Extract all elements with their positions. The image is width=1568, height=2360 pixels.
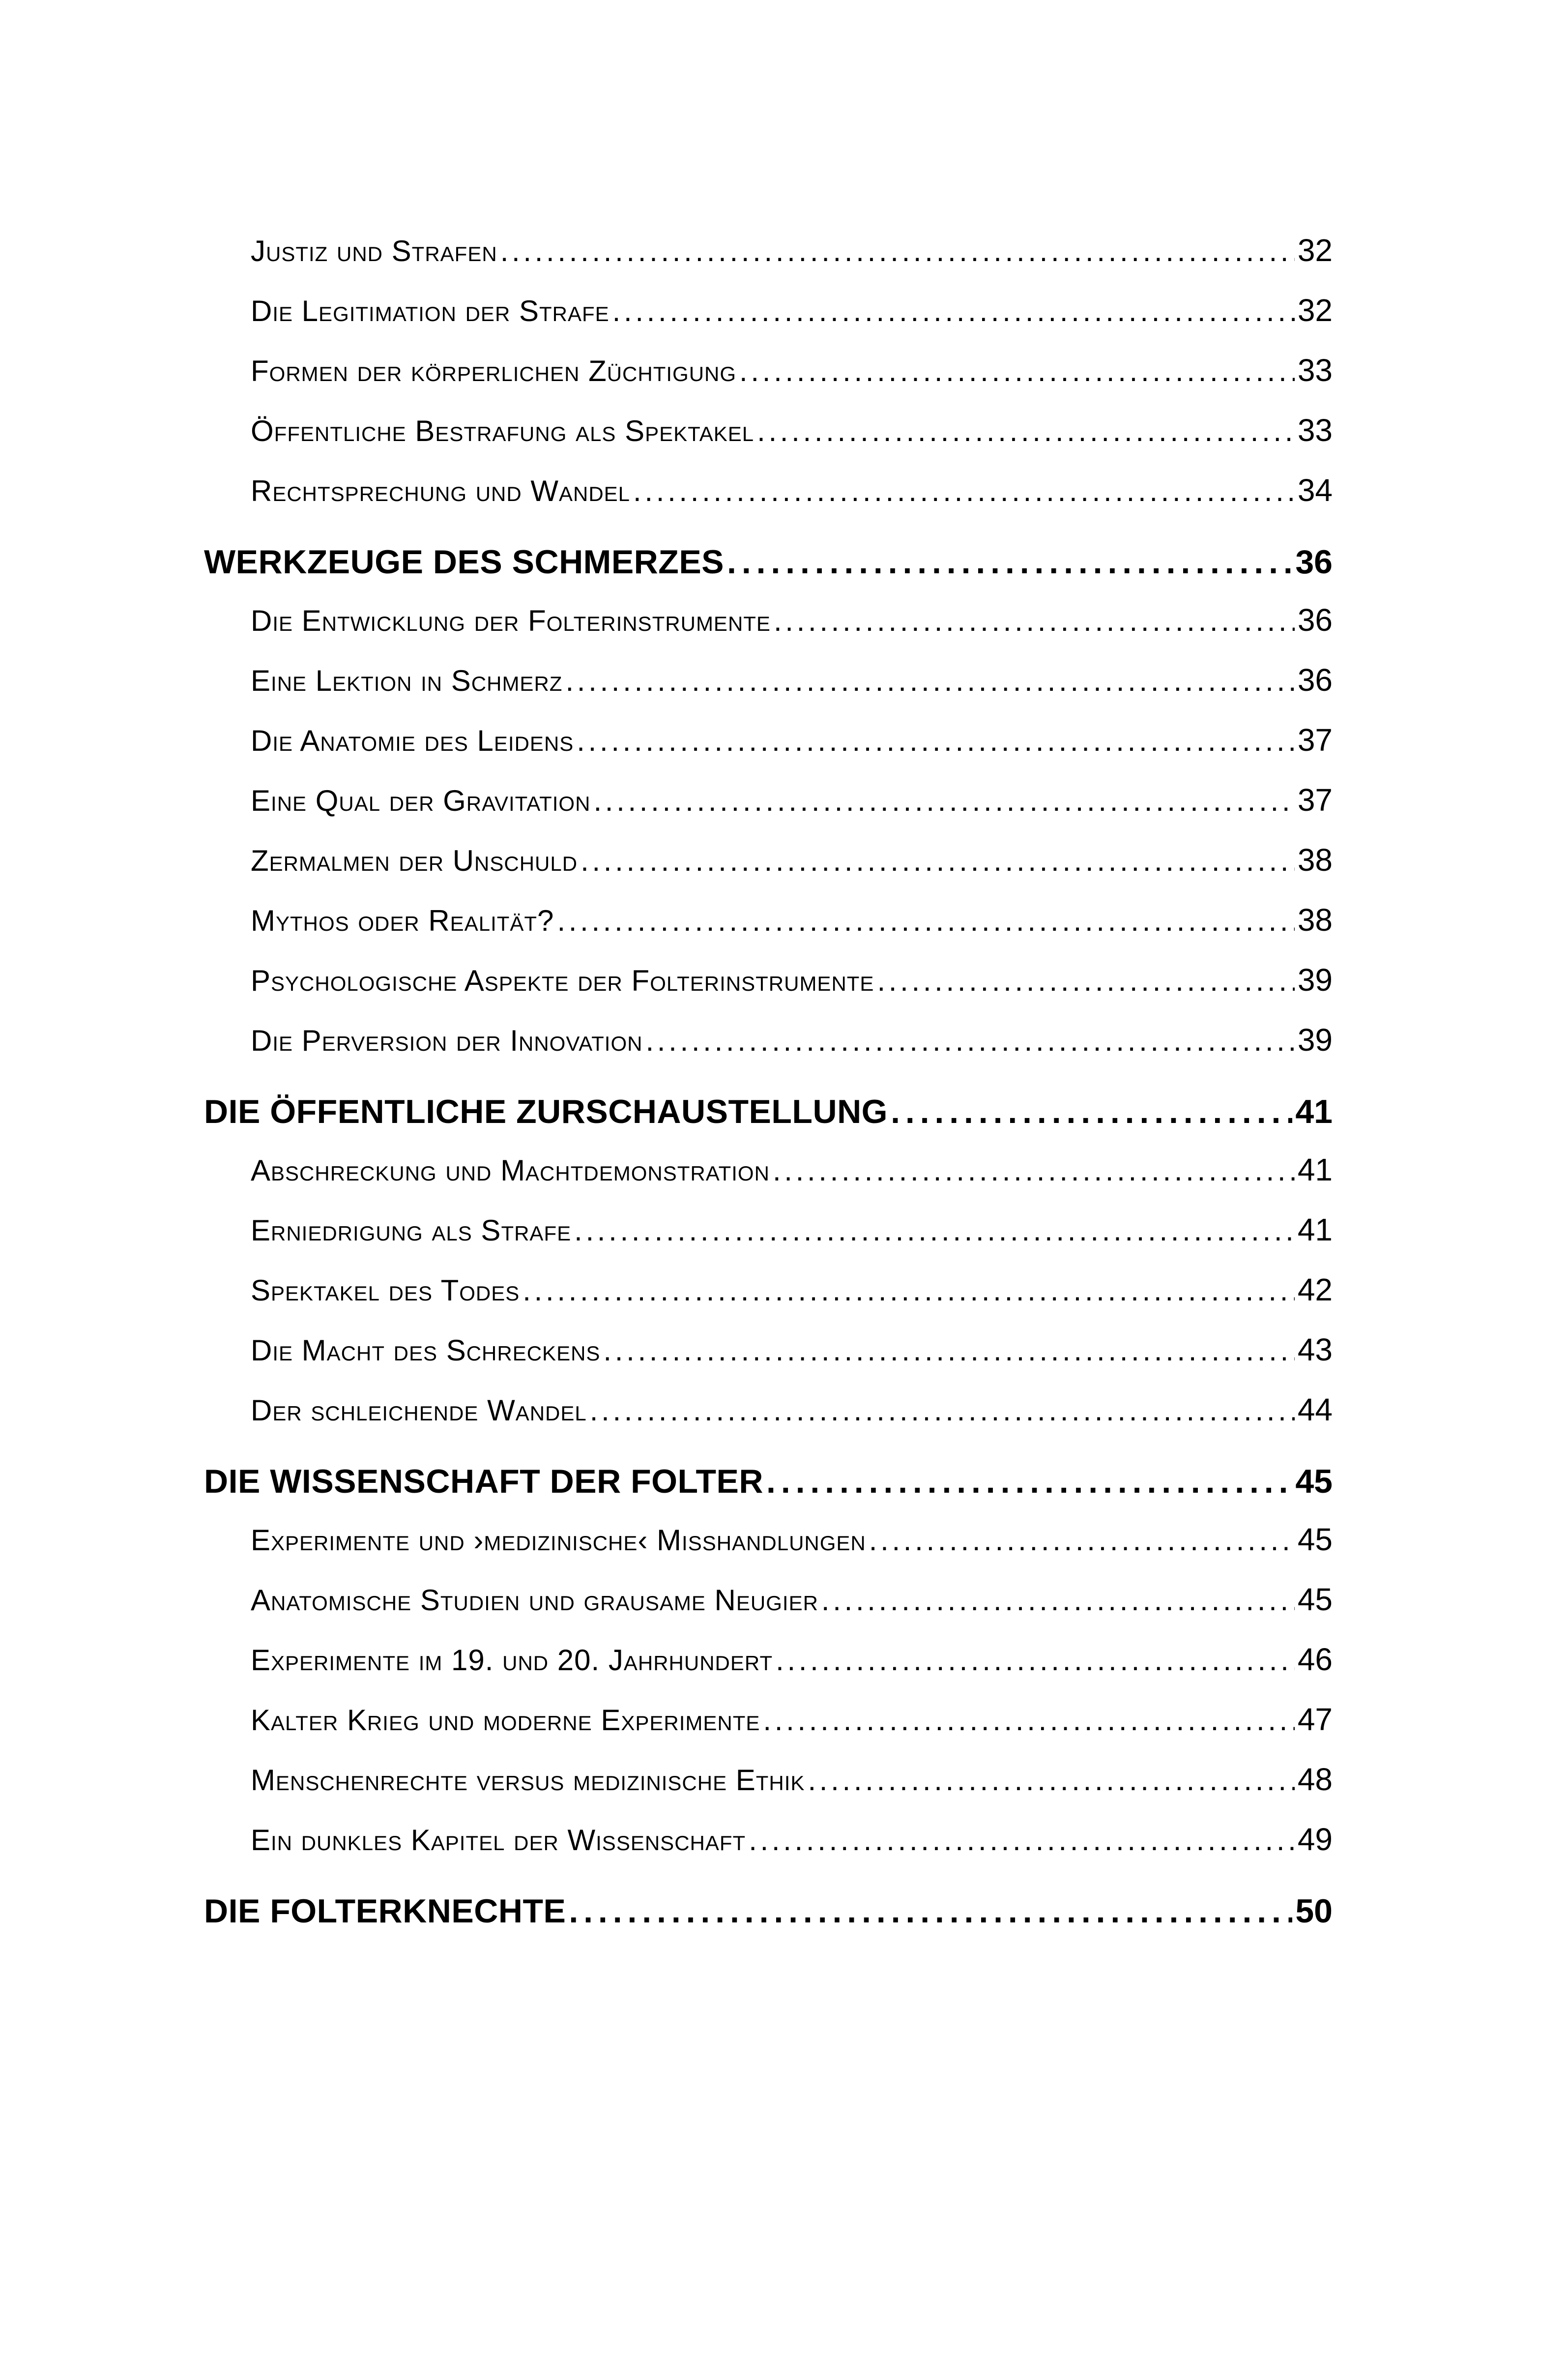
toc-entry-title: Kalter Krieg und moderne Experimente	[251, 1704, 760, 1737]
toc-page-number: 47	[1297, 1702, 1333, 1737]
toc-dot-leader	[581, 844, 1295, 878]
toc-page-number: 42	[1297, 1272, 1333, 1307]
toc-section-entry[interactable]	[204, 472, 1333, 532]
toc-chapter-entry[interactable]	[204, 1092, 1333, 1151]
toc-page-number: 34	[1297, 472, 1333, 508]
toc-section-entry[interactable]	[204, 1641, 1333, 1701]
toc-dot-leader	[569, 1892, 1292, 1930]
toc-entry-title: DIE ÖFFENTLICHE ZURSCHAUSTELLUNG	[204, 1093, 888, 1130]
toc-dot-leader	[574, 1213, 1295, 1247]
toc-page-number: 36	[1297, 602, 1333, 638]
toc-section-entry[interactable]	[204, 842, 1333, 902]
toc-dot-leader	[808, 1763, 1294, 1797]
toc-entry-title: Spektakel des Todes	[251, 1274, 520, 1307]
toc-entry-title: Justiz und Strafen	[251, 235, 497, 267]
toc-dot-leader	[727, 543, 1292, 581]
toc-entry-title: Die Entwicklung der Folterinstrumente	[251, 604, 771, 637]
toc-page-number: 37	[1297, 722, 1333, 758]
toc-page-number: 33	[1297, 413, 1333, 448]
toc-page-number: 45	[1297, 1522, 1333, 1557]
toc-dot-leader	[877, 964, 1294, 998]
toc-dot-leader	[523, 1273, 1295, 1307]
toc-entry-title: Die Macht des Schreckens	[251, 1334, 601, 1367]
toc-entry-title: Die Anatomie des Leidens	[251, 724, 574, 757]
toc-entry-title: Abschreckung und Machtdemonstration	[251, 1154, 770, 1187]
toc-chapter-entry[interactable]	[204, 1892, 1333, 1951]
toc-entry-title: Erniedrigung als Strafe	[251, 1214, 572, 1247]
toc-section-entry[interactable]	[204, 1391, 1333, 1451]
toc-dot-leader	[739, 354, 1295, 388]
toc-entry-title: Zermalmen der Unschuld	[251, 844, 578, 877]
toc-entry-title: Öffentliche Bestrafung als Spektakel	[251, 414, 755, 447]
toc-page-number: 50	[1295, 1892, 1333, 1930]
toc-page-number: 32	[1297, 233, 1333, 268]
toc-section-entry[interactable]	[204, 782, 1333, 842]
toc-section-entry[interactable]	[204, 1821, 1333, 1881]
toc-dot-leader	[577, 724, 1295, 758]
toc-section-entry[interactable]	[204, 1211, 1333, 1271]
toc-page-number: 36	[1297, 662, 1333, 698]
toc-entry-title: Psychologische Aspekte der Folterinstrumente	[251, 964, 874, 997]
toc-dot-leader	[500, 234, 1295, 268]
toc-entry-title: Eine Lektion in Schmerz	[251, 664, 563, 697]
toc-entry-title: Die Legitimation der Strafe	[251, 295, 610, 327]
toc-entry-title: Rechtsprechung und Wandel	[251, 474, 631, 507]
toc-page-number: 38	[1297, 902, 1333, 938]
toc-page-number: 32	[1297, 293, 1333, 328]
toc-page-number: 36	[1295, 543, 1333, 581]
toc-dot-leader	[557, 904, 1294, 938]
toc-entry-title: WERKZEUGE DES SCHMERZES	[204, 543, 725, 581]
toc-entry-title: Ein dunkles Kapitel der Wissenschaft	[251, 1824, 746, 1857]
toc-entry-title: Eine Qual der Gravitation	[251, 784, 591, 817]
toc-entry-title: Experimente im 19. und 20. Jahrhundert	[251, 1644, 773, 1677]
toc-chapter-entry[interactable]	[204, 1462, 1333, 1521]
toc-dot-leader	[757, 414, 1295, 448]
toc-page-number: 48	[1297, 1762, 1333, 1797]
toc-dot-leader	[891, 1092, 1292, 1131]
toc-section-entry[interactable]	[204, 1761, 1333, 1821]
toc-section-entry[interactable]	[204, 352, 1333, 412]
toc-dot-leader	[821, 1583, 1295, 1617]
toc-dot-leader	[763, 1703, 1294, 1737]
toc-section-entry[interactable]	[204, 1701, 1333, 1761]
toc-dot-leader	[603, 1333, 1294, 1367]
toc-section-entry[interactable]	[204, 1581, 1333, 1641]
toc-section-entry[interactable]	[204, 602, 1333, 662]
toc-section-entry[interactable]	[204, 1022, 1333, 1082]
toc-page-number: 33	[1297, 353, 1333, 388]
toc-dot-leader	[766, 1462, 1292, 1501]
toc-entry-title: Formen der körperlichen Züchtigung	[251, 354, 737, 387]
toc-dot-leader	[645, 1024, 1294, 1058]
toc-entry-title: Experimente und ›medizinische‹ Misshandlungen	[251, 1524, 866, 1557]
toc-page-number: 43	[1297, 1332, 1333, 1367]
toc-page-number: 37	[1297, 782, 1333, 818]
toc-section-entry[interactable]	[204, 412, 1333, 472]
toc-page-number: 39	[1297, 1022, 1333, 1058]
toc-section-entry[interactable]	[204, 232, 1333, 292]
toc-page-number: 44	[1297, 1392, 1333, 1427]
toc-dot-leader	[869, 1523, 1295, 1557]
toc-section-entry[interactable]	[204, 902, 1333, 962]
toc-dot-leader	[565, 664, 1294, 698]
toc-section-entry[interactable]	[204, 662, 1333, 722]
toc-page-number: 41	[1297, 1212, 1333, 1247]
toc-page-number: 45	[1295, 1463, 1333, 1500]
toc-page-number: 41	[1297, 1152, 1333, 1187]
toc-entry-title: Der schleichende Wandel	[251, 1394, 587, 1427]
toc-entry-title: Menschenrechte versus medizinische Ethik	[251, 1764, 805, 1797]
toc-entry-title: Anatomische Studien und grausame Neugier	[251, 1584, 818, 1617]
toc-page-number: 49	[1297, 1822, 1333, 1857]
toc-page-number: 46	[1297, 1642, 1333, 1677]
toc-section-entry[interactable]	[204, 962, 1333, 1022]
toc-entry-title: Mythos oder Realität?	[251, 904, 554, 937]
toc-page-number: 38	[1297, 842, 1333, 878]
toc-section-entry[interactable]	[204, 1331, 1333, 1391]
toc-dot-leader	[776, 1643, 1295, 1677]
toc-entry-title: Die Perversion der Innovation	[251, 1024, 643, 1057]
toc-section-entry[interactable]	[204, 722, 1333, 782]
toc-dot-leader	[749, 1823, 1295, 1857]
toc-section-entry[interactable]	[204, 1151, 1333, 1211]
toc-entry-title: DIE WISSENSCHAFT DER FOLTER	[204, 1463, 764, 1500]
toc-dot-leader	[773, 1153, 1295, 1187]
toc-section-entry[interactable]	[204, 1521, 1333, 1581]
toc-dot-leader	[612, 294, 1295, 328]
toc-dot-leader	[590, 1393, 1295, 1427]
toc-section-entry[interactable]	[204, 292, 1333, 352]
toc-chapter-entry[interactable]	[204, 543, 1333, 602]
toc-section-entry[interactable]	[204, 1271, 1333, 1331]
toc-dot-leader	[633, 474, 1295, 508]
toc-dot-leader	[774, 604, 1295, 638]
toc-entry-title: DIE FOLTERKNECHTE	[204, 1892, 566, 1930]
toc-page-number: 39	[1297, 962, 1333, 998]
toc-page-number: 45	[1297, 1582, 1333, 1617]
table-of-contents	[204, 232, 1333, 1951]
toc-page-number: 41	[1295, 1093, 1333, 1130]
toc-dot-leader	[593, 784, 1294, 818]
